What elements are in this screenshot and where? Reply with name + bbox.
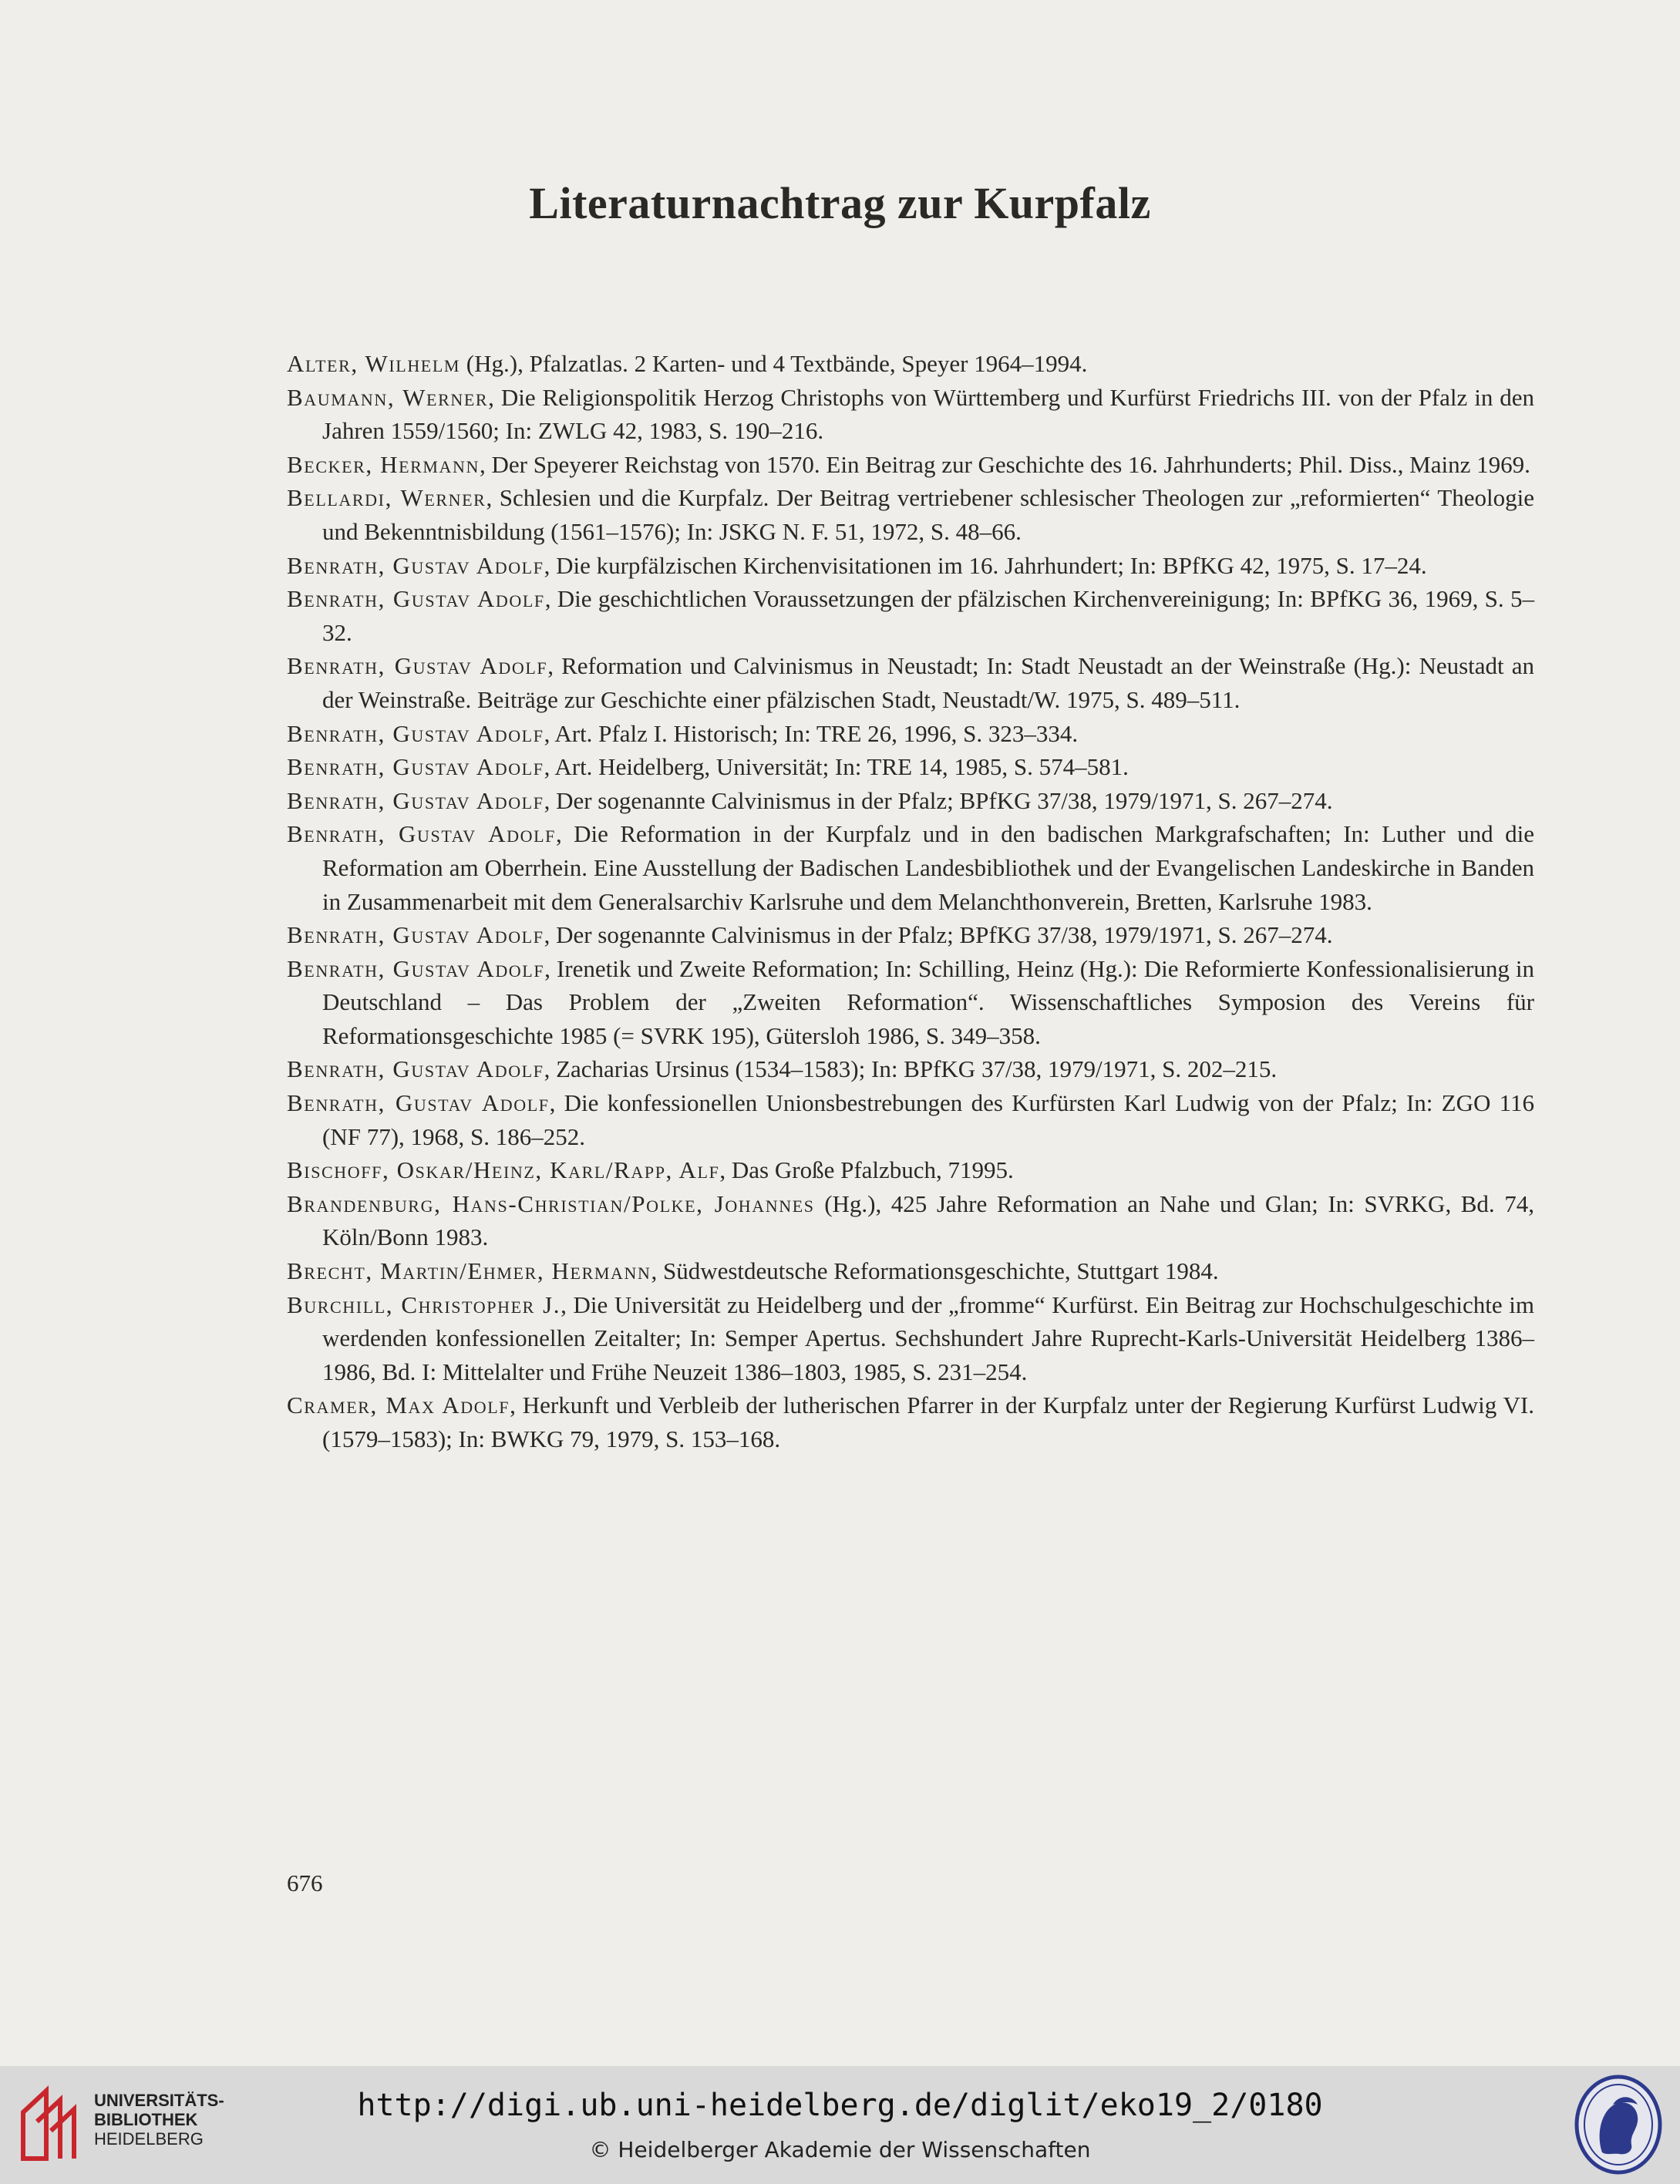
entry-text: , Reformation und Calvinismus in Neustadt; In: Stadt Neustadt an der Weinstraße (Hg.): Neustadt an der Weinstraße. Beiträge zur Geschichte einer pfälzischen Stadt, Neustadt/W. 1975, S. 489–511. [322,652,1534,713]
entry-text: , Art. Pfalz I. Historisch; In: TRE 26, 1996, S. 323–334. [544,719,1079,747]
entry-text: , Der sogenannte Calvinismus in der Pfalz; BPfKG 37/38, 1979/1971, S. 267–274. [544,921,1333,949]
entry-text: , Die kurpfälzischen Kirchenvisitationen im 16. Jahrhundert; In: BPfKG 42, 1975, S. 17–24. [544,551,1427,579]
entry-text: , Art. Heidelberg, Universität; In: TRE 14, 1985, S. 574–581. [544,753,1129,781]
entry-author: Benrath, Gustav Adolf [287,1055,544,1083]
bibliography-entry [287,750,1534,784]
entry-author: Benrath, Gustav Adolf [287,1089,550,1117]
copyright-notice: © Heidelberger Akademie der Wissenschaften [589,2137,1091,2162]
bibliography-entry [287,381,1534,448]
bibliography-entry [287,1254,1534,1288]
entry-text: , Schlesien und die Kurpfalz. Der Beitrag vertriebener schlesischer Theologen zur „reformierten“ Theologie und Bekenntnisbildung (1561–1576); In: JSKG N. F. 51, 1972, S. 48–66. [322,484,1534,545]
entry-text: (Hg.), 425 Jahre Reformation an Nahe und Glan; In: SVRKG, Bd. 74, Köln/Bonn 1983. [322,1190,1534,1251]
bibliography-entry [287,1153,1534,1187]
bibliography-entry [287,817,1534,918]
entry-author: Burchill, Christopher J. [287,1291,561,1318]
entry-text: , Südwestdeutsche Reformationsgeschichte, Stuttgart 1984. [651,1257,1219,1285]
entry-text: , Die Religionspolitik Herzog Christophs von Württemberg und Kurfürst Friedrichs III. von der Pfalz in den Jahren 1559/1560; In: ZWLG 42, 1983, S. 190–216. [322,383,1534,445]
logo-line-1: UNIVERSITÄTS- [94,2091,224,2110]
bibliography-entry [287,717,1534,751]
entry-author: Benrath, Gustav Adolf [287,585,545,613]
entry-text: , Das Große Pfalzbuch, 71995. [719,1156,1014,1184]
bibliography-entry [287,582,1534,649]
entry-author: Becker, Hermann [287,450,480,478]
entry-text: (Hg.), Pfalzatlas. 2 Karten- und 4 Textbände, Speyer 1964–1994. [460,350,1088,377]
entry-text: , Die geschichtlichen Voraussetzungen der pfälzischen Kirchenvereinigung; In: BPfKG 36, 1969, S. 5–32. [322,585,1534,646]
bibliography-entry [287,649,1534,716]
logo-line-2: BIBLIOTHEK [94,2110,198,2129]
entry-author: Bellardi, Werner [287,484,486,512]
university-seal-icon[interactable] [1573,2074,1664,2176]
entry-author: Benrath, Gustav Adolf [287,786,544,814]
entry-author: Cramer, Max Adolf [287,1392,510,1419]
entry-text: , Die Reformation in der Kurpfalz und in den badischen Markgrafschaften; In: Luther und die Reformation am Oberrhein. Eine Ausstellung der Badischen Landesbibliothek und der Evangelischen Landeskirche in Banden in Zusammenarbeit mit dem Generalsarchiv Karlsruhe und dem Melanchthonverein, Bretten, Karlsruhe 1983. [322,820,1534,915]
bibliography-entry [287,549,1534,583]
entry-author: Brandenburg, Hans-Christian/Polke, Johannes [287,1190,815,1217]
bibliography-entry [287,481,1534,548]
entry-text: , Die Universität zu Heidelberg und der „fromme“ Kurfürst. Ein Beitrag zur Hochschulgeschichte im werdenden konfessionellen Zeitalter; In: Semper Apertus. Sechshundert Jahre Ruprecht-Karls-Universität Heidelberg 1386–1986, Bd. I: Mittelalter und Frühe Neuzeit 1386–1803, 1985, S. 231–254. [322,1291,1534,1385]
entry-author: Benrath, Gustav Adolf [287,652,548,680]
bibliography-entry [287,918,1534,952]
bibliography-entry [287,952,1534,1053]
logo-line-3: HEIDELBERG [94,2129,204,2149]
bibliography-entry [287,784,1534,818]
page-number: 676 [287,1869,323,1896]
entry-text: , Zacharias Ursinus (1534–1583); In: BPfKG 37/38, 1979/1971, S. 202–215. [544,1055,1278,1083]
permalink-url[interactable]: http://digi.ub.uni-heidelberg.de/diglit/eko19_2/0180 [357,2088,1323,2123]
bibliography-entry [287,448,1534,482]
entry-text: , Der Speyerer Reichstag von 1570. Ein Beitrag zur Geschichte des 16. Jahrhunderts; Phil. Diss., Mainz 1969. [480,450,1530,478]
entry-author: Benrath, Gustav Adolf [287,551,544,579]
entry-text: , Irenetik und Zweite Reformation; In: Schilling, Heinz (Hg.): Die Reformierte Konfessionalisierung in Deutschland – Das Problem der „Zweiten Reformation“. Wissenschaftliches Symposion des Vereins für Reformationsgeschichte 1985 (= SVRK 195), Gütersloh 1986, S. 349–358. [322,954,1534,1049]
entry-author: Benrath, Gustav Adolf [287,954,545,982]
bibliography-entry [287,1086,1534,1153]
bibliography-entry [287,1288,1534,1389]
entry-author: Alter, Wilhelm [287,350,461,377]
entry-author: Brecht, Martin/Ehmer, Hermann [287,1257,651,1285]
entry-text: , Herkunft und Verbleib der lutherischen Pfarrer in der Kurpfalz unter der Regierung Kurfürst Ludwig VI. (1579–1583); In: BWKG 79, 1979, S. 153–168. [322,1392,1534,1452]
page-title: Literaturnachtrag zur Kurpfalz [529,178,1151,228]
entry-author: Bischoff, Oskar/Heinz, Karl/Rapp, Alf [287,1156,720,1184]
bibliography-entry [287,347,1534,381]
entry-author: Benrath, Gustav Adolf [287,719,544,747]
bibliography-entry [287,1187,1534,1254]
bibliography-entry [287,1052,1534,1086]
viewer-footer [0,2066,1680,2184]
entry-text: , Der sogenannte Calvinismus in der Pfalz; BPfKG 37/38, 1979/1971, S. 267–274. [544,786,1333,814]
entry-author: Benrath, Gustav Adolf [287,921,544,949]
bibliography-entry [287,1388,1534,1455]
bibliography-list [287,347,1534,1456]
entry-author: Benrath, Gustav Adolf [287,753,544,781]
entry-author: Benrath, Gustav Adolf [287,820,556,848]
entry-text: , Die konfessionellen Unionsbestrebungen des Kurfürsten Karl Ludwig von der Pfalz; In: ZGO 116 (NF 77), 1968, S. 186–252. [322,1089,1534,1150]
entry-author: Baumann, Werner [287,383,489,411]
